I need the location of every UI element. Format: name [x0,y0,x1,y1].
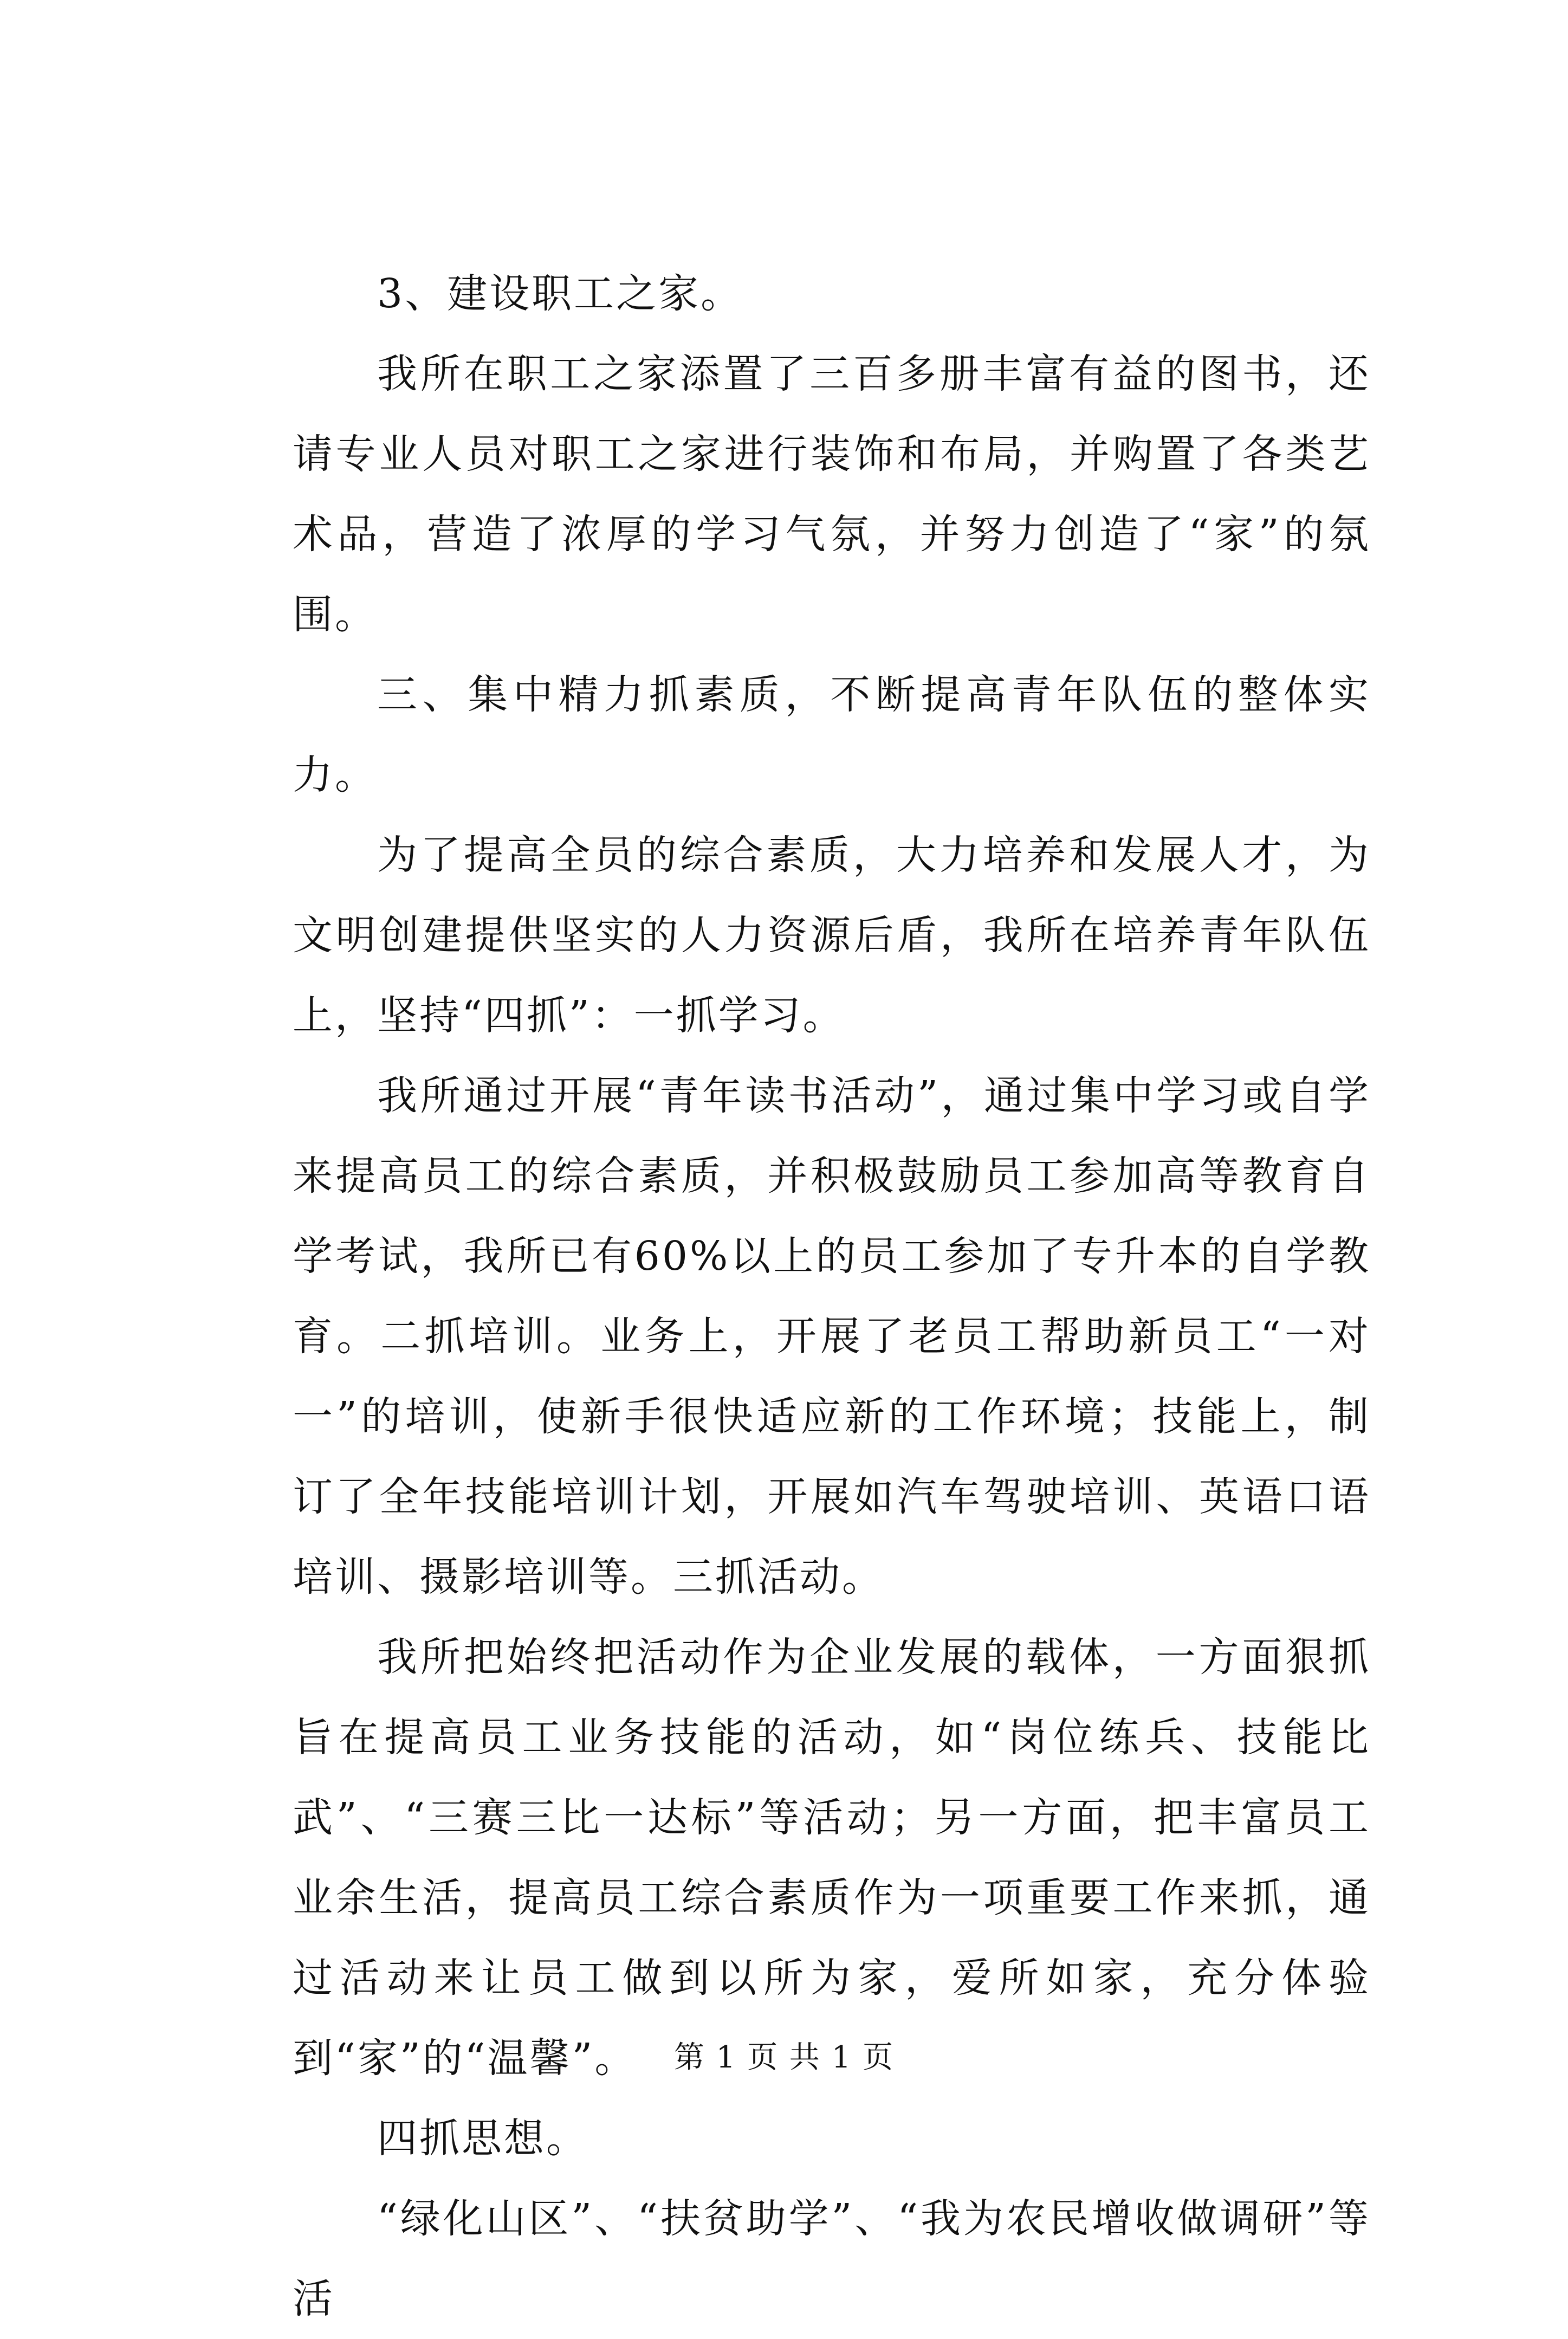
paragraph [293,655,1371,815]
document-body [293,254,1371,2339]
paragraph [293,334,1371,655]
paragraph [293,1617,1371,2098]
paragraph-text: 三、集中精力抓素质，不断提高青年队伍的整体实力。 [293,671,1371,798]
paragraph [293,2098,1371,2179]
page-footer: 第 1 页 共 1 页 [673,2040,895,2075]
paragraph-heading-3 [293,254,1371,334]
paragraph-text: 我所通过开展“青年读书活动”，通过集中学习或自学来提高员工的综合素质，并积极鼓励员工参加高等教育自学考试，我所已有60%以上的员工参加了专升本的自学教育。二抓培训。业务上，开展了老员工帮助新员工“一对一”的培训，使新手很快适应新的工作环境；技能上，制订了全年技能培训计划，开展如汽车驾驶培训、英语口语培训、摄影培训等。三抓活动。 [293,1072,1371,1600]
paragraph [293,1056,1371,1617]
paragraph-text: 四抓思想。 [377,2115,588,2162]
paragraph-text: “绿化山区”、“扶贫助学”、“我为农民增收做调研”等活 [293,2195,1371,2322]
paragraph-text: 为了提高全员的综合素质，大力培养和发展人才，为文明创建提供坚实的人力资源后盾，我所在培养青年队伍上，坚持“四抓”：一抓学习。 [293,832,1371,1039]
paragraph [293,2179,1371,2339]
paragraph-text: 我所把始终把活动作为企业发展的载体，一方面狠抓旨在提高员工业务技能的活动，如“岗位练兵、技能比武”、“三赛三比一达标”等活动；另一方面，把丰富员工业余生活，提高员工综合素质作为一项重要工作来抓，通过活动来让员工做到以所为家，爱所如家，充分体验到“家”的“温馨”。 [293,1634,1371,2082]
paragraph [293,815,1371,1056]
paragraph-text: 3、建设职工之家。 [377,270,743,317]
paragraph-text: 我所在职工之家添置了三百多册丰富有益的图书，还请专业人员对职工之家进行装饰和布局，并购置了各类艺术品，营造了浓厚的学习气氛，并努力创造了“家”的氛围。 [293,351,1371,638]
